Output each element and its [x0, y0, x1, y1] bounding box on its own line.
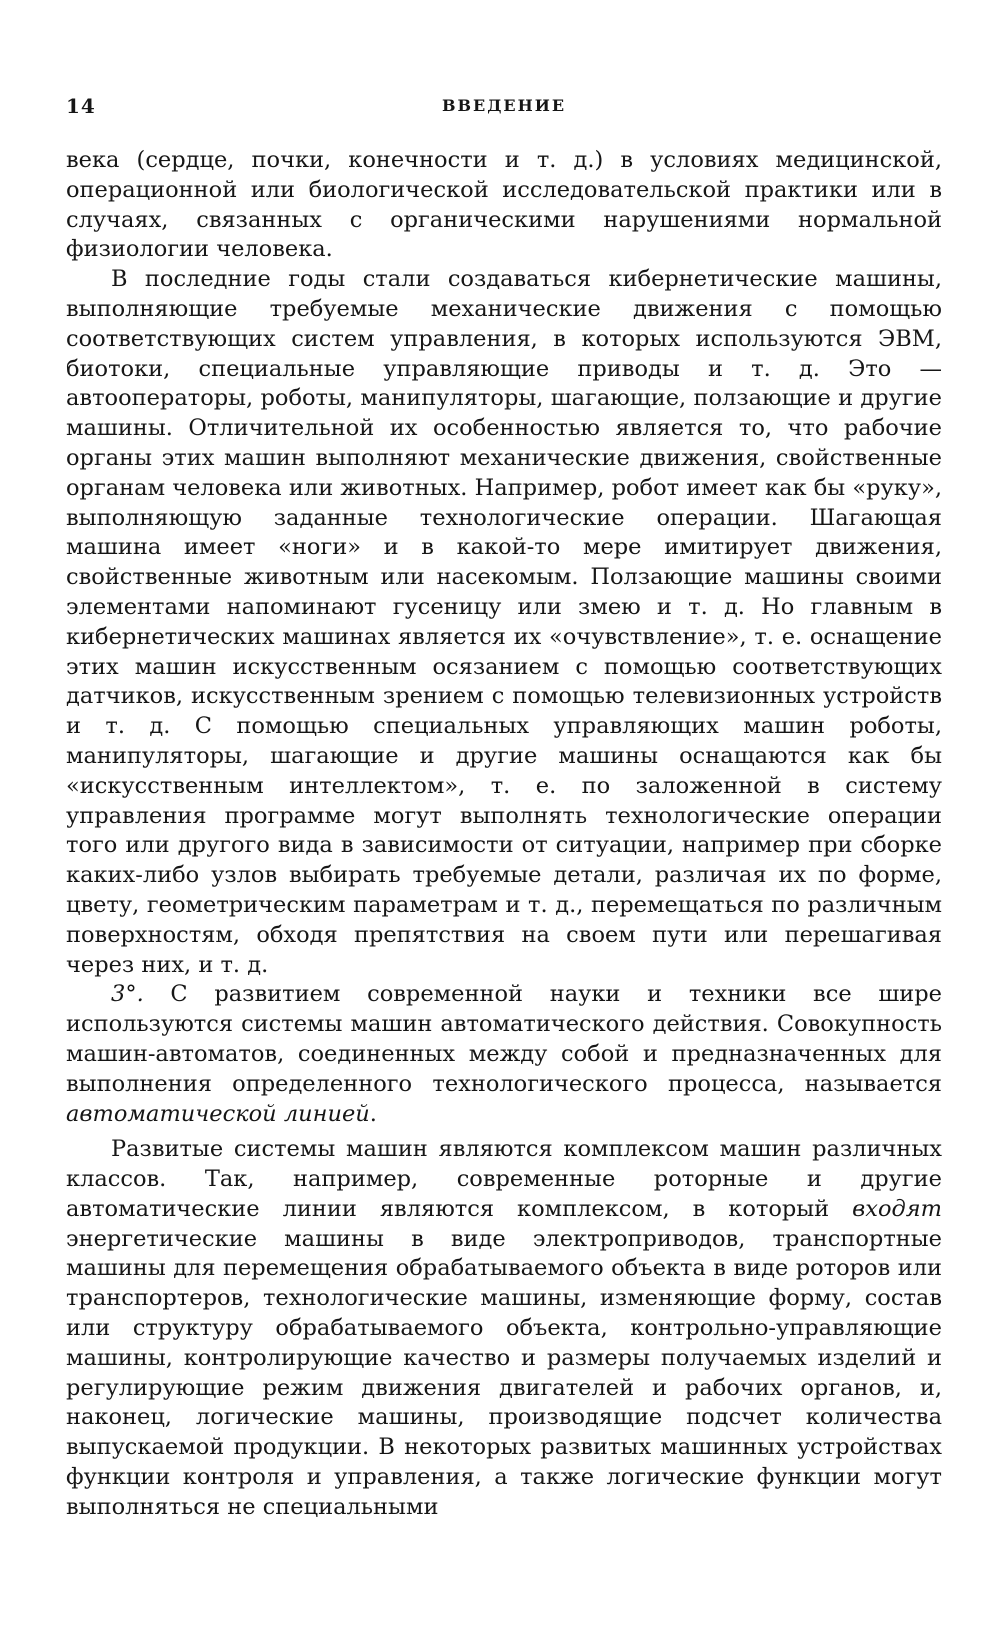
paragraph-3 — [66, 980, 942, 1129]
page-header — [66, 94, 942, 130]
page-number: 14 — [66, 94, 96, 118]
book-page — [66, 94, 942, 1523]
section-number: 3°. — [111, 981, 144, 1008]
paragraph-4 — [66, 1135, 942, 1522]
running-head: ВВЕДЕНИЕ — [441, 96, 567, 115]
paragraph-3-text-after: . — [369, 1100, 377, 1127]
paragraph-4-text-after: энергетические машины в виде электроприводов, транспортные машины для перемещения обрабатываемого объекта в виде роторов или транспортеров, технологические машины, изменяющие форму, состав или структуру обрабатываемого объекта, контрольно-управляющие машины, контролирующие качество и размеры получаемых изделий и регулирующие режим движения двигателей и рабочих органов, и, наконец, логические машины, производящие подсчет количества выпускаемой продукции. В некоторых развитых машинных устройствах функции контроля и управления, а также логические функции могут выполняться не специальными — [66, 1225, 942, 1520]
italic-term: автоматической линией — [66, 1100, 370, 1127]
paragraph-2: В последние годы стали создаваться кибернетические машины, выполняющие требуемые механические движения с помощью соответствующих систем управления, в которых используются ЭВМ, биотоки, специальные управляющие приводы и т. д. Это — автооператоры, роботы, манипуляторы, шагающие, ползающие и другие машины. Отличительной их особенностью является то, что рабочие органы этих машин выполняют механические движения, свойственные органам человека или животных. Например, робот имеет как бы «руку», выполняющую заданные технологические операции. Шагающая машина имеет «ноги» и в какой-то мере имитирует движения, свойственные животным или насекомым. Ползающие машины своими элементами напоминают гусеницу или змею и т. д. Но главным в кибернетических машинах является их «очувствление», т. е. оснащение этих машин искусственным осязанием с помощью соответствующих датчиков, искусственным зрением с помощью телевизионных устройств и т. д. С помощью специальных управляющих машин роботы, манипуляторы, шагающие и другие машины оснащаются как бы «искусственным интеллектом», т. е. по заложенной в систему управления программе могут выполнять технологические операции того или другого вида в зависимости от ситуации, например при сборке каких-либо узлов выбирать требуемые детали, различая их по форме, цвету, геометрическим параметрам и т. д., перемещаться по различным поверхностям, обходя препятствия на своем пути или перешагивая через них, и т. д. — [66, 266, 942, 978]
paragraph-1: века (сердце, почки, конечности и т. д.) в условиях медицинской, операционной или биологической исследовательской практики или в случаях, связанных с органическими нарушениями нормальной физиологии человека. — [66, 147, 942, 263]
body-text — [66, 146, 942, 1523]
italic-term: входят — [852, 1195, 942, 1222]
paragraph-4-text-before: Развитые системы машин являются комплексом машин различных классов. Так, например, современные роторные и другие автоматические линии являются комплексом, в который — [66, 1136, 942, 1222]
paragraph-3-text-before: С развитием современной науки и техники все шире используются системы машин автоматического действия. Совокупность машин-автоматов, соединенных между собой и предназначенных для выполнения определенного технологического процесса, называется — [66, 981, 942, 1097]
